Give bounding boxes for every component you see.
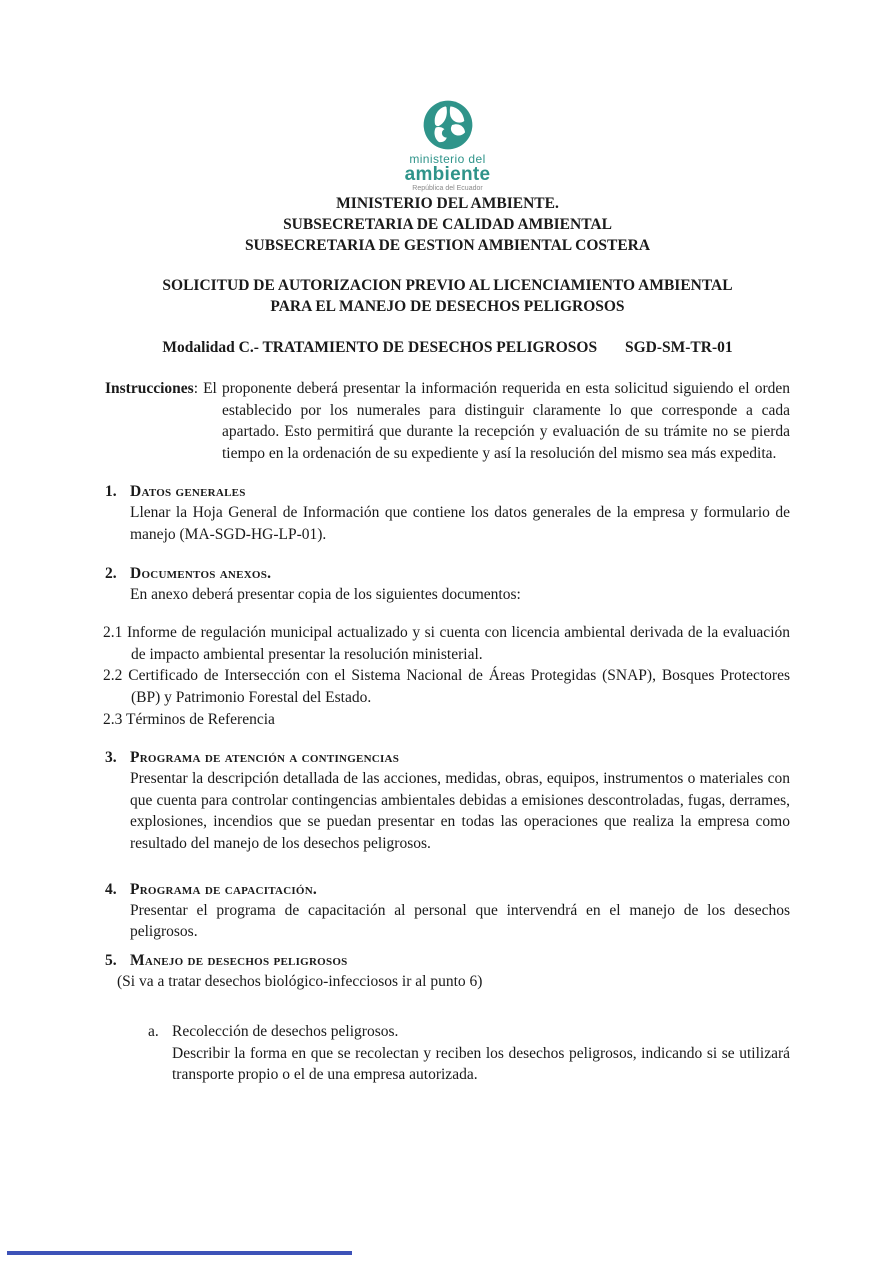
section-2-subitems: [103, 622, 790, 730]
modalidad-label: Modalidad C.-: [162, 339, 259, 356]
section-3-number: 3.: [105, 749, 117, 767]
header-line-1: MINISTERIO DEL AMBIENTE.: [336, 195, 559, 212]
section-3-heading: Programa de atención a contingencias: [130, 749, 400, 767]
header-line-3: SUBSECRETARIA DE GESTION AMBIENTAL COSTERA: [244, 237, 651, 254]
ministry-logo: [105, 99, 790, 193]
item-a-recoleccion: [148, 1021, 790, 1086]
ministry-header: [105, 193, 790, 256]
item-a-letter: a.: [148, 1023, 159, 1041]
footer-blue-line: [7, 1251, 352, 1255]
logo-text-republica: República del Ecuador: [412, 185, 483, 192]
form-code: SGD-SM-TR-01: [624, 339, 733, 356]
section-2-number: 2.: [105, 564, 117, 582]
subitem-2-2: [103, 665, 790, 708]
subitem-2-1: [103, 622, 790, 665]
section-1-body: Llenar la Hoja General de Información que contiene los datos generales de la empresa y formulario de manejo (MA-SGD-HG-LP-01).: [130, 504, 790, 543]
section-2-body: En anexo deberá presentar copia de los siguientes documentos:: [130, 585, 521, 603]
section-4-body: Presentar el programa de capacitación al personal que intervendrá en el manejo de los desechos peligrosos.: [130, 901, 790, 941]
section-3-body: Presentar la descripción detallada de las acciones, medidas, obras, equipos, instrumentos o materiales con que cuenta para controlar contingencias ambientales debidas a emisiones descontroladas, fugas, derrames, explosiones, incendios que se puedan presentar en todas las operaciones que realiza la empresa como resultado del manejo de los desechos peligrosos.: [130, 770, 790, 852]
section-4-number: 4.: [105, 880, 117, 898]
section-1-number: 1.: [105, 483, 117, 501]
section-1-datos-generales: [105, 481, 790, 545]
instructions-label: Instrucciones: [105, 380, 194, 397]
section-2-heading: Documentos anexos.: [130, 564, 272, 582]
title-line-1: SOLICITUD DE AUTORIZACION PREVIO AL LICENCIAMIENTO AMBIENTAL: [162, 277, 733, 294]
section-5-number: 5.: [105, 951, 117, 969]
document-content: [105, 0, 790, 1086]
header-line-2: SUBSECRETARIA DE CALIDAD AMBIENTAL: [283, 216, 612, 233]
subitem-2-2-text: Certificado de Intersección con el Sistema Nacional de Áreas Protegidas (SNAP), Bosques Protectores (BP) y Patrimonio Forestal del Estado.: [128, 667, 791, 706]
section-5-heading: Manejo de desechos peligrosos: [130, 951, 348, 969]
subitem-2-1-number: 2.1: [103, 624, 123, 642]
item-a-title: Recolección de desechos peligrosos.: [172, 1023, 399, 1041]
item-a-body: Describir la forma en que se recolectan y reciben los desechos peligrosos, indicando si se utilizará transporte propio o el de una empresa autorizada.: [172, 1044, 790, 1084]
logo-text-ministerio-del: ministerio del: [409, 152, 486, 166]
subitem-2-3-text: Términos de Referencia: [125, 710, 275, 728]
logo-text-ambiente: ambiente: [404, 164, 491, 185]
section-1-heading: Datos generales: [130, 483, 246, 501]
section-5-manejo-desechos: [105, 950, 790, 1086]
subitem-2-1-text: Informe de regulación municipal actualizado y si cuenta con licencia ambiental derivada de la evaluación de impacto ambiental presentar la resolución ministerial.: [126, 624, 790, 663]
section-5-note: (Si va a tratar desechos biológico-infecciosos ir al punto 6): [117, 972, 483, 990]
modalidad-title: TRATAMIENTO DE DESECHOS PELIGROSOS: [262, 339, 598, 356]
subitem-2-3: [103, 709, 790, 731]
subitem-2-3-number: 2.3: [103, 710, 123, 728]
instructions-separator: :: [193, 380, 204, 397]
section-3-contingencias: [105, 747, 790, 854]
instructions-text: El proponente deberá presentar la información requerida en esta solicitud siguiendo el orden establecido por los numerales para distinguir claramente lo que corresponde a cada apartado. Esto permitirá que durante la recepción y evaluación de su trámite no se pierda tiempo en la ordenación de su expediente y así la resolución del mismo sea más expedita.: [203, 380, 790, 462]
section-2-documentos-anexos: [105, 563, 790, 731]
instructions-paragraph: [105, 378, 790, 464]
ministry-emblem-icon: [105, 99, 790, 151]
section-4-heading: Programa de capacitación.: [130, 880, 318, 898]
subitem-2-2-number: 2.2: [103, 667, 123, 685]
modalidad-line: [105, 337, 790, 358]
section-4-capacitacion: [105, 879, 790, 943]
document-title: [105, 275, 790, 317]
title-line-2: PARA EL MANEJO DE DESECHOS PELIGROSOS: [270, 298, 625, 315]
